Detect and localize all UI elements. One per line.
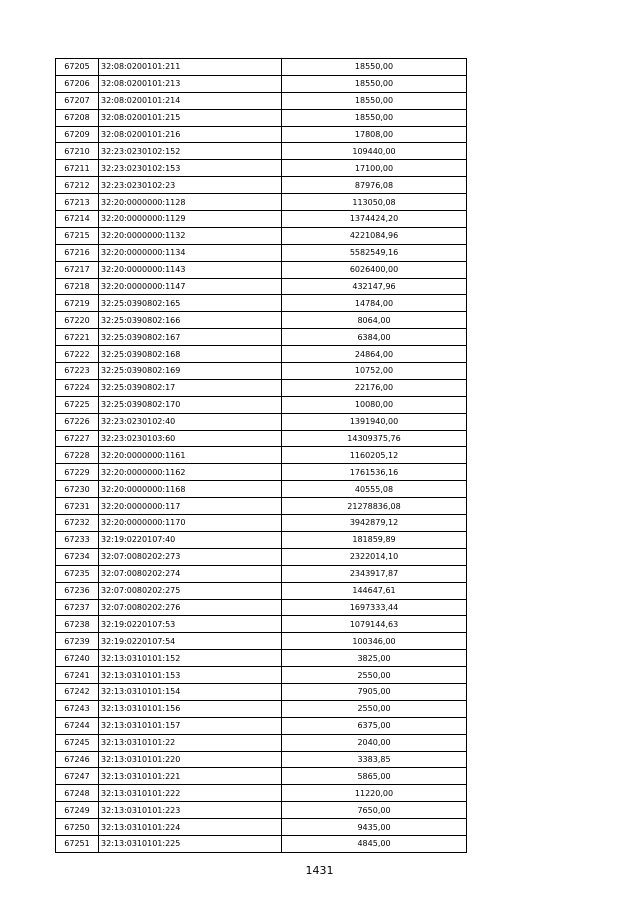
- value-cell: 22176,00: [282, 379, 467, 396]
- cadastral-number-cell: 32:23:0230102:153: [99, 160, 282, 177]
- row-number-cell: 67229: [56, 464, 99, 481]
- value-cell: 1761536,16: [282, 464, 467, 481]
- table-row: [56, 700, 467, 717]
- row-number-cell: 67215: [56, 227, 99, 244]
- cadastral-number-cell: 32:23:0230102:40: [99, 413, 282, 430]
- value-cell: 2550,00: [282, 667, 467, 684]
- value-cell: 3942879,12: [282, 515, 467, 532]
- value-cell: 40555,08: [282, 481, 467, 498]
- cadastral-number-cell: 32:13:0310101:221: [99, 768, 282, 785]
- cadastral-number-cell: 32:23:0230102:23: [99, 177, 282, 194]
- row-number-cell: 67214: [56, 211, 99, 228]
- value-cell: 100346,00: [282, 633, 467, 650]
- cadastral-number-cell: 32:25:0390802:169: [99, 363, 282, 380]
- cadastral-number-cell: 32:25:0390802:166: [99, 312, 282, 329]
- table-row: [56, 667, 467, 684]
- value-cell: 21278836,08: [282, 498, 467, 515]
- row-number-cell: 67205: [56, 59, 99, 76]
- cadastral-number-cell: 32:20:0000000:1132: [99, 227, 282, 244]
- row-number-cell: 67228: [56, 447, 99, 464]
- table-row: [56, 346, 467, 363]
- value-cell: 1079144,63: [282, 616, 467, 633]
- table-row: [56, 751, 467, 768]
- cadastral-number-cell: 32:20:0000000:1161: [99, 447, 282, 464]
- cadastral-number-cell: 32:08:0200101:213: [99, 75, 282, 92]
- value-cell: 6026400,00: [282, 261, 467, 278]
- cadastral-number-cell: 32:13:0310101:154: [99, 683, 282, 700]
- table-row: [56, 160, 467, 177]
- value-cell: 6384,00: [282, 329, 467, 346]
- table-row: [56, 802, 467, 819]
- row-number-cell: 67245: [56, 734, 99, 751]
- value-cell: 2322014,10: [282, 548, 467, 565]
- cadastral-number-cell: 32:25:0390802:17: [99, 379, 282, 396]
- value-cell: 18550,00: [282, 92, 467, 109]
- cadastral-number-cell: 32:07:0080202:274: [99, 565, 282, 582]
- cadastral-number-cell: 32:08:0200101:211: [99, 59, 282, 76]
- table-row: [56, 447, 467, 464]
- table-row: [56, 835, 467, 852]
- cadastral-number-cell: 32:13:0310101:220: [99, 751, 282, 768]
- table-row: [56, 126, 467, 143]
- cadastral-number-cell: 32:13:0310101:223: [99, 802, 282, 819]
- cadastral-number-cell: 32:25:0390802:167: [99, 329, 282, 346]
- cadastral-number-cell: 32:20:0000000:1143: [99, 261, 282, 278]
- value-cell: 8064,00: [282, 312, 467, 329]
- table-row: [56, 379, 467, 396]
- table-row: [56, 194, 467, 211]
- row-number-cell: 67233: [56, 531, 99, 548]
- value-cell: 1697333,44: [282, 599, 467, 616]
- row-number-cell: 67248: [56, 785, 99, 802]
- row-number-cell: 67213: [56, 194, 99, 211]
- cadastral-number-cell: 32:13:0310101:156: [99, 700, 282, 717]
- table-row: [56, 717, 467, 734]
- value-cell: 18550,00: [282, 75, 467, 92]
- value-cell: 109440,00: [282, 143, 467, 160]
- table-row: [56, 481, 467, 498]
- table-row: [56, 582, 467, 599]
- cadastral-number-cell: 32:07:0080202:276: [99, 599, 282, 616]
- table-row: [56, 92, 467, 109]
- row-number-cell: 67235: [56, 565, 99, 582]
- row-number-cell: 67221: [56, 329, 99, 346]
- row-number-cell: 67251: [56, 835, 99, 852]
- table-row: [56, 177, 467, 194]
- cadastral-number-cell: 32:13:0310101:222: [99, 785, 282, 802]
- cadastral-number-cell: 32:13:0310101:152: [99, 650, 282, 667]
- cadastral-number-cell: 32:07:0080202:275: [99, 582, 282, 599]
- cadastral-number-cell: 32:13:0310101:224: [99, 819, 282, 836]
- value-cell: 7905,00: [282, 683, 467, 700]
- row-number-cell: 67225: [56, 396, 99, 413]
- row-number-cell: 67231: [56, 498, 99, 515]
- table-row: [56, 396, 467, 413]
- cadastral-number-cell: 32:20:0000000:1170: [99, 515, 282, 532]
- cadastral-number-cell: 32:25:0390802:170: [99, 396, 282, 413]
- table-row: [56, 295, 467, 312]
- cadastral-number-cell: 32:20:0000000:117: [99, 498, 282, 515]
- value-cell: 4845,00: [282, 835, 467, 852]
- value-cell: 7650,00: [282, 802, 467, 819]
- table-row: [56, 75, 467, 92]
- table-row: [56, 312, 467, 329]
- cadastral-number-cell: 32:20:0000000:1128: [99, 194, 282, 211]
- cadastral-number-cell: 32:23:0230102:152: [99, 143, 282, 160]
- table-row: [56, 363, 467, 380]
- value-cell: 24864,00: [282, 346, 467, 363]
- row-number-cell: 67244: [56, 717, 99, 734]
- table-row: [56, 785, 467, 802]
- table-row: [56, 548, 467, 565]
- row-number-cell: 67234: [56, 548, 99, 565]
- table-row: [56, 278, 467, 295]
- cadastral-number-cell: 32:13:0310101:22: [99, 734, 282, 751]
- value-cell: 10752,00: [282, 363, 467, 380]
- row-number-cell: 67242: [56, 683, 99, 700]
- value-cell: 2343917,87: [282, 565, 467, 582]
- value-cell: 87976,08: [282, 177, 467, 194]
- row-number-cell: 67224: [56, 379, 99, 396]
- row-number-cell: 67236: [56, 582, 99, 599]
- value-cell: 10080,00: [282, 396, 467, 413]
- cadastral-number-cell: 32:19:0220107:54: [99, 633, 282, 650]
- value-cell: 6375,00: [282, 717, 467, 734]
- table-row: [56, 430, 467, 447]
- table-row: [56, 329, 467, 346]
- value-cell: 5582549,16: [282, 244, 467, 261]
- value-cell: 17100,00: [282, 160, 467, 177]
- value-cell: 4221084,96: [282, 227, 467, 244]
- value-cell: 18550,00: [282, 59, 467, 76]
- value-cell: 9435,00: [282, 819, 467, 836]
- row-number-cell: 67211: [56, 160, 99, 177]
- table-row: [56, 565, 467, 582]
- table-row: [56, 734, 467, 751]
- value-cell: 113050,08: [282, 194, 467, 211]
- value-cell: 3383,85: [282, 751, 467, 768]
- value-cell: 18550,00: [282, 109, 467, 126]
- cadastral-number-cell: 32:19:0220107:40: [99, 531, 282, 548]
- row-number-cell: 67237: [56, 599, 99, 616]
- table-row: [56, 413, 467, 430]
- value-cell: 14309375,76: [282, 430, 467, 447]
- cadastral-number-cell: 32:25:0390802:168: [99, 346, 282, 363]
- row-number-cell: 67250: [56, 819, 99, 836]
- data-table: [55, 58, 467, 853]
- value-cell: 11220,00: [282, 785, 467, 802]
- cadastral-number-cell: 32:08:0200101:216: [99, 126, 282, 143]
- table-body: [56, 59, 467, 853]
- row-number-cell: 67216: [56, 244, 99, 261]
- row-number-cell: 67227: [56, 430, 99, 447]
- value-cell: 14784,00: [282, 295, 467, 312]
- row-number-cell: 67243: [56, 700, 99, 717]
- row-number-cell: 67218: [56, 278, 99, 295]
- cadastral-number-cell: 32:13:0310101:225: [99, 835, 282, 852]
- row-number-cell: 67210: [56, 143, 99, 160]
- row-number-cell: 67238: [56, 616, 99, 633]
- row-number-cell: 67217: [56, 261, 99, 278]
- table-row: [56, 59, 467, 76]
- table-row: [56, 768, 467, 785]
- row-number-cell: 67226: [56, 413, 99, 430]
- row-number-cell: 67212: [56, 177, 99, 194]
- row-number-cell: 67223: [56, 363, 99, 380]
- table-row: [56, 244, 467, 261]
- table-row: [56, 227, 467, 244]
- row-number-cell: 67240: [56, 650, 99, 667]
- row-number-cell: 67222: [56, 346, 99, 363]
- table-row: [56, 109, 467, 126]
- value-cell: 3825,00: [282, 650, 467, 667]
- row-number-cell: 67220: [56, 312, 99, 329]
- table-row: [56, 650, 467, 667]
- row-number-cell: 67246: [56, 751, 99, 768]
- cadastral-number-cell: 32:20:0000000:1162: [99, 464, 282, 481]
- table-row: [56, 211, 467, 228]
- table-row: [56, 531, 467, 548]
- cadastral-number-cell: 32:08:0200101:215: [99, 109, 282, 126]
- table-row: [56, 819, 467, 836]
- cadastral-number-cell: 32:23:0230103:60: [99, 430, 282, 447]
- value-cell: 181859,89: [282, 531, 467, 548]
- value-cell: 432147,96: [282, 278, 467, 295]
- table-row: [56, 683, 467, 700]
- cadastral-number-cell: 32:19:0220107:53: [99, 616, 282, 633]
- cadastral-number-cell: 32:20:0000000:1129: [99, 211, 282, 228]
- cadastral-number-cell: 32:20:0000000:1168: [99, 481, 282, 498]
- row-number-cell: 67247: [56, 768, 99, 785]
- cadastral-number-cell: 32:07:0080202:273: [99, 548, 282, 565]
- value-cell: 1160205,12: [282, 447, 467, 464]
- row-number-cell: 67232: [56, 515, 99, 532]
- row-number-cell: 67249: [56, 802, 99, 819]
- row-number-cell: 67209: [56, 126, 99, 143]
- row-number-cell: 67219: [56, 295, 99, 312]
- row-number-cell: 67207: [56, 92, 99, 109]
- row-number-cell: 67239: [56, 633, 99, 650]
- table-row: [56, 143, 467, 160]
- cadastral-number-cell: 32:20:0000000:1134: [99, 244, 282, 261]
- table-row: [56, 498, 467, 515]
- value-cell: 2040,00: [282, 734, 467, 751]
- row-number-cell: 67208: [56, 109, 99, 126]
- value-cell: 5865,00: [282, 768, 467, 785]
- row-number-cell: 67230: [56, 481, 99, 498]
- value-cell: 1374424,20: [282, 211, 467, 228]
- table-row: [56, 599, 467, 616]
- cadastral-number-cell: 32:20:0000000:1147: [99, 278, 282, 295]
- table-row: [56, 464, 467, 481]
- page-number: 1431: [305, 864, 334, 877]
- value-cell: 144647,61: [282, 582, 467, 599]
- table-row: [56, 261, 467, 278]
- cadastral-number-cell: 32:08:0200101:214: [99, 92, 282, 109]
- value-cell: 1391940,00: [282, 413, 467, 430]
- row-number-cell: 67206: [56, 75, 99, 92]
- value-cell: 2550,00: [282, 700, 467, 717]
- table-row: [56, 633, 467, 650]
- value-cell: 17808,00: [282, 126, 467, 143]
- row-number-cell: 67241: [56, 667, 99, 684]
- cadastral-number-cell: 32:25:0390802:165: [99, 295, 282, 312]
- cadastral-number-cell: 32:13:0310101:157: [99, 717, 282, 734]
- cadastral-number-cell: 32:13:0310101:153: [99, 667, 282, 684]
- table-row: [56, 515, 467, 532]
- table-row: [56, 616, 467, 633]
